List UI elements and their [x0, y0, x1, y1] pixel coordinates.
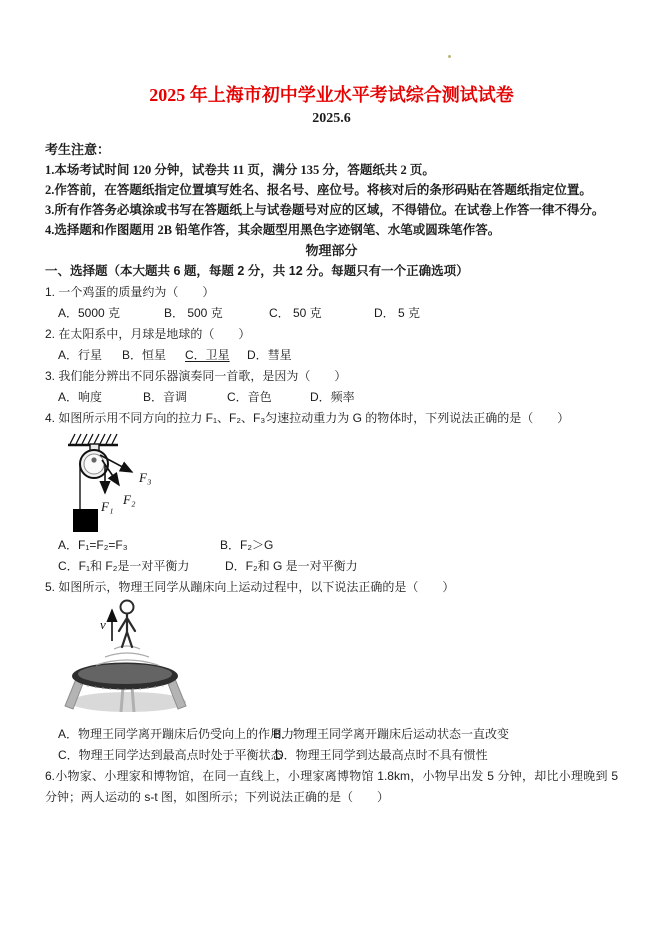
pulley-wheel-inner	[84, 454, 104, 474]
q4-option-b: B．F₂＞G	[220, 538, 274, 552]
q4-option-c: C．F₁和 F₂是一对平衡力	[58, 559, 190, 573]
stray-mark	[448, 55, 451, 58]
q4-option-d: D．F₂和 G 是一对平衡力	[225, 559, 358, 573]
trampoline-shadow	[70, 692, 186, 712]
person-head	[121, 601, 134, 614]
question-4-options-ab	[45, 535, 618, 556]
weight-block	[73, 509, 98, 532]
q2-option-c: C．卫星	[185, 348, 230, 362]
notice-heading: 考生注意：	[45, 142, 111, 157]
trampoline-figure	[52, 599, 252, 724]
q2-option-b: B．恒星	[122, 348, 167, 362]
question-2-stem: 2. 在太阳系中，月球是地球的（ ）	[45, 327, 251, 341]
force-label-f1: F₁	[101, 499, 114, 514]
trampoline-mat	[78, 664, 172, 684]
question-3-options	[45, 387, 618, 408]
question-5-options-ab	[45, 724, 618, 745]
q5-option-d: D．物理王同学到达最高点时不具有惯性	[275, 748, 488, 762]
question-4-options-cd	[45, 556, 618, 577]
q5-option-b: B．物理王同学离开蹦床后运动状态一直改变	[273, 727, 510, 741]
q1-option-d: D． 5 克	[374, 306, 421, 320]
q1-option-b: B． 500 克	[164, 306, 223, 320]
notice-item-1: 1.本场考试时间 120 分钟，试卷共 11 页，满分 135 分，答题纸共 2 页。	[45, 163, 435, 177]
q3-option-d: D．频率	[310, 390, 355, 404]
page-title: 2025 年上海市初中学业水平考试综合测试试卷	[149, 85, 514, 105]
question-3-stem: 3. 我们能分辨出不同乐器演奏同一首歌，是因为（ ）	[45, 369, 347, 383]
ceiling-hatch	[70, 434, 117, 444]
q3-option-b: B．音调	[143, 390, 188, 404]
trampoline-diagram	[52, 599, 252, 724]
question-5-options-cd	[45, 745, 618, 766]
notice-item-3: 3.所有作答务必填涂或书写在答题纸上与试卷题号对应的区域，不得错位。在试卷上作答一律不得分。	[45, 203, 605, 217]
pulley-figure	[60, 430, 260, 534]
velocity-label: v	[100, 617, 106, 632]
q3-option-c: C．音色	[227, 390, 272, 404]
q1-option-c: C． 50 克	[269, 306, 322, 320]
q2-option-a: A．行星	[58, 348, 103, 362]
question-5-stem: 5. 如图所示，物理王同学从蹦床向上运动过程中，以下说法正确的是（ ）	[45, 580, 455, 594]
question-2-options	[45, 345, 618, 366]
exam-date: 2025.6	[312, 111, 351, 126]
pulley-hub	[91, 457, 96, 462]
force-label-f2: F₂	[123, 492, 136, 507]
section-title-physics: 物理部分	[305, 243, 358, 258]
question-1-stem: 1. 一个鸡蛋的质量约为（ ）	[45, 285, 215, 299]
notice-item-2: 2.作答前，在答题纸指定位置填写姓名、报名号、座位号。将核对后的条形码贴在答题纸指定位置。	[45, 183, 592, 197]
q5-option-a: A．物理王同学离开蹦床后仍受向上的作用力	[58, 727, 295, 741]
person-body	[119, 614, 135, 647]
question-6-stem: 6.小物家、小理家和博物馆，在同一直线上，小理家离博物馆 1.8km，小物早出发 5 分钟，却比小理晚到 5 分钟；两人运动的 s-t 图，如图所示；下列说法正确的是（ ）	[45, 769, 618, 804]
q4-option-a: A．F₁=F₂=F₃	[58, 538, 128, 552]
force-label-f3: F₃	[139, 470, 152, 485]
notice-item-4: 4.选择题和作图题用 2B 铅笔作答，其余题型用黑色字迹钢笔、水笔或圆珠笔作答。	[45, 223, 501, 237]
part-one-heading: 一、选择题（本大题共 6 题，每题 2 分，共 12 分。每题只有一个正确选项）	[45, 264, 469, 278]
q1-option-a: A．5000 克	[58, 306, 121, 320]
q2-option-d: D．彗星	[247, 348, 292, 362]
ripple-arcs	[96, 646, 158, 665]
pulley-diagram	[60, 430, 260, 534]
q3-option-a: A．响度	[58, 390, 103, 404]
q5-option-c: C．物理王同学达到最高点时处于平衡状态	[58, 748, 283, 762]
question-1-options	[45, 303, 618, 324]
question-4-stem: 4. 如图所示用不同方向的拉力 F₁、F₂、F₃匀速拉动重力为 G 的物体时，下列说法正确的是（ ）	[45, 411, 570, 425]
